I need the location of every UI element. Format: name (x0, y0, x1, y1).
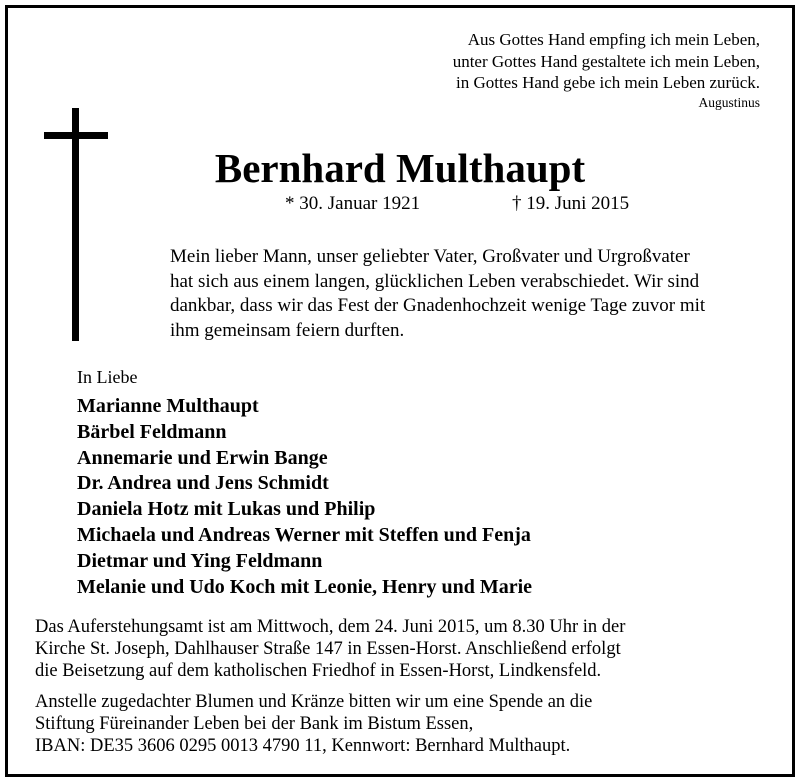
service-line: Das Auferstehungsamt ist am Mittwoch, dem 24. Juni 2015, um 8.30 Uhr in der (35, 617, 626, 637)
intro-line: ihm gemeinsam feiern durften. (170, 320, 405, 342)
mourner-name: Daniela Hotz mit Lukas und Philip (77, 498, 376, 521)
cross-horizontal-bar (44, 132, 108, 139)
mourner-name: Marianne Multhaupt (77, 395, 259, 417)
mourner-name: Annemarie und Erwin Bange (77, 446, 328, 469)
motto-author: Augustinus (698, 94, 760, 110)
donation-line: IBAN: DE35 3606 0295 0013 4790 11, Kennwort: Bernhard Multhaupt. (35, 736, 571, 756)
intro-text (170, 245, 770, 344)
service-line: die Beisetzung auf dem katholischen Friedhof in Essen-Horst, Lindkensfeld. (35, 661, 602, 681)
death-date: † 19. Juni 2015 (512, 193, 630, 214)
service-line: Kirche St. Joseph, Dahlhauser Straße 147 in Essen-Horst. Anschließend erfolgt (35, 639, 621, 659)
intro-line: hat sich aus einem langen, glücklichen Leben verabschiedet. Wir sind (170, 270, 700, 292)
mourner-name: Dr. Andrea und Jens Schmidt (77, 472, 329, 495)
in-liebe-label: In Liebe (77, 367, 138, 387)
cross-vertical-bar (72, 108, 79, 341)
mourners-list (77, 394, 532, 600)
service-info (35, 616, 775, 682)
donation-info (35, 691, 775, 757)
donation-line: Stiftung Füreinander Leben bei der Bank im Bistum Essen, (35, 714, 474, 734)
motto-quote (453, 29, 760, 111)
donation-line: Anstelle zugedachter Blumen und Kränze bitten wir um eine Spende an die (35, 692, 593, 712)
motto-line: unter Gottes Hand gestaltete ich mein Leben, (452, 51, 760, 71)
motto-line: Aus Gottes Hand empfing ich mein Leben, (467, 30, 760, 49)
mourner-name: Melanie und Udo Koch mit Leonie, Henry und Marie (77, 575, 532, 598)
birth-date: * 30. Januar 1921 (285, 193, 421, 214)
mourner-name: Dietmar und Ying Feldmann (77, 549, 323, 572)
intro-line: Mein lieber Mann, unser geliebter Vater, Großvater und Urgroßvater (170, 246, 690, 267)
mourner-name: Michaela und Andreas Werner mit Steffen und Fenja (77, 523, 531, 546)
deceased-name: Bernhard Multhaupt (214, 145, 586, 191)
motto-line: in Gottes Hand gebe ich mein Leben zurück. (455, 73, 760, 92)
intro-line: dankbar, dass wir das Fest der Gnadenhochzeit wenige Tage zuvor mit (170, 295, 706, 317)
mourner-name: Bärbel Feldmann (77, 420, 227, 443)
